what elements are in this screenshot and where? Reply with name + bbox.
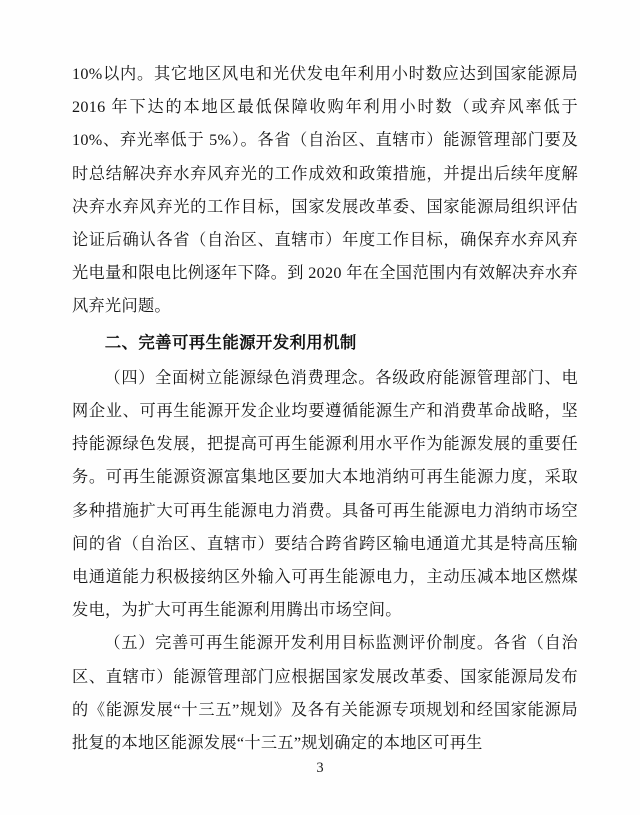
paragraph-continuation: 10%以内。其它地区风电和光伏发电年利用小时数应达到国家能源局 2016 年下达的本地区最低保障收购年利用小时数（或弃风率低于 10%、弃光率低于 5%）。各省（自治区、直辖市）能源管理部门要及时总结解决弃水弃风弃光的工作成效和政策措施，并提出后续年度解决弃水弃风弃光的工作目标，国家发展改革委、国家能源局组织评估论证后确认各省（自治区、直辖市）年度工作目标，确保弃水弃风弃光电量和限电比例逐年下降。到 2020 年在全国范围内有效解决弃水弃风弃光问题。 (72, 65, 578, 316)
paragraph-item-five: （五）完善可再生能源开发利用目标监测评价制度。各省（自治区、直辖市）能源管理部门应根据国家发展改革委、国家能源局发布的《能源发展“十三五”规划》及各有关能源专项规划和经国家能源局批复的本地区能源发展“十三五”规划确定的本地区可再生 (72, 634, 578, 753)
page-number: 3 (316, 760, 324, 776)
paragraph-item-four: （四）全面树立能源绿色消费理念。各级政府能源管理部门、电网企业、可再生能源开发企业均要遵循能源生产和消费革命战略，坚持能源绿色发展，把提高可再生能源利用水平作为能源发展的重要任务。可再生能源资源富集地区要加大本地消纳可再生能源力度，采取多种措施扩大可再生能源电力消费。具备可再生能源电力消纳市场空间的省（自治区、直辖市）要结合跨省跨区输电通道尤其是特高压输电通道能力积极接纳区外输入可再生能源电力，主动压减本地区燃煤发电，为扩大可再生能源利用腾出市场空间。 (72, 368, 578, 620)
section-heading-two: 二、完善可再生能源开发利用机制 (104, 333, 357, 352)
